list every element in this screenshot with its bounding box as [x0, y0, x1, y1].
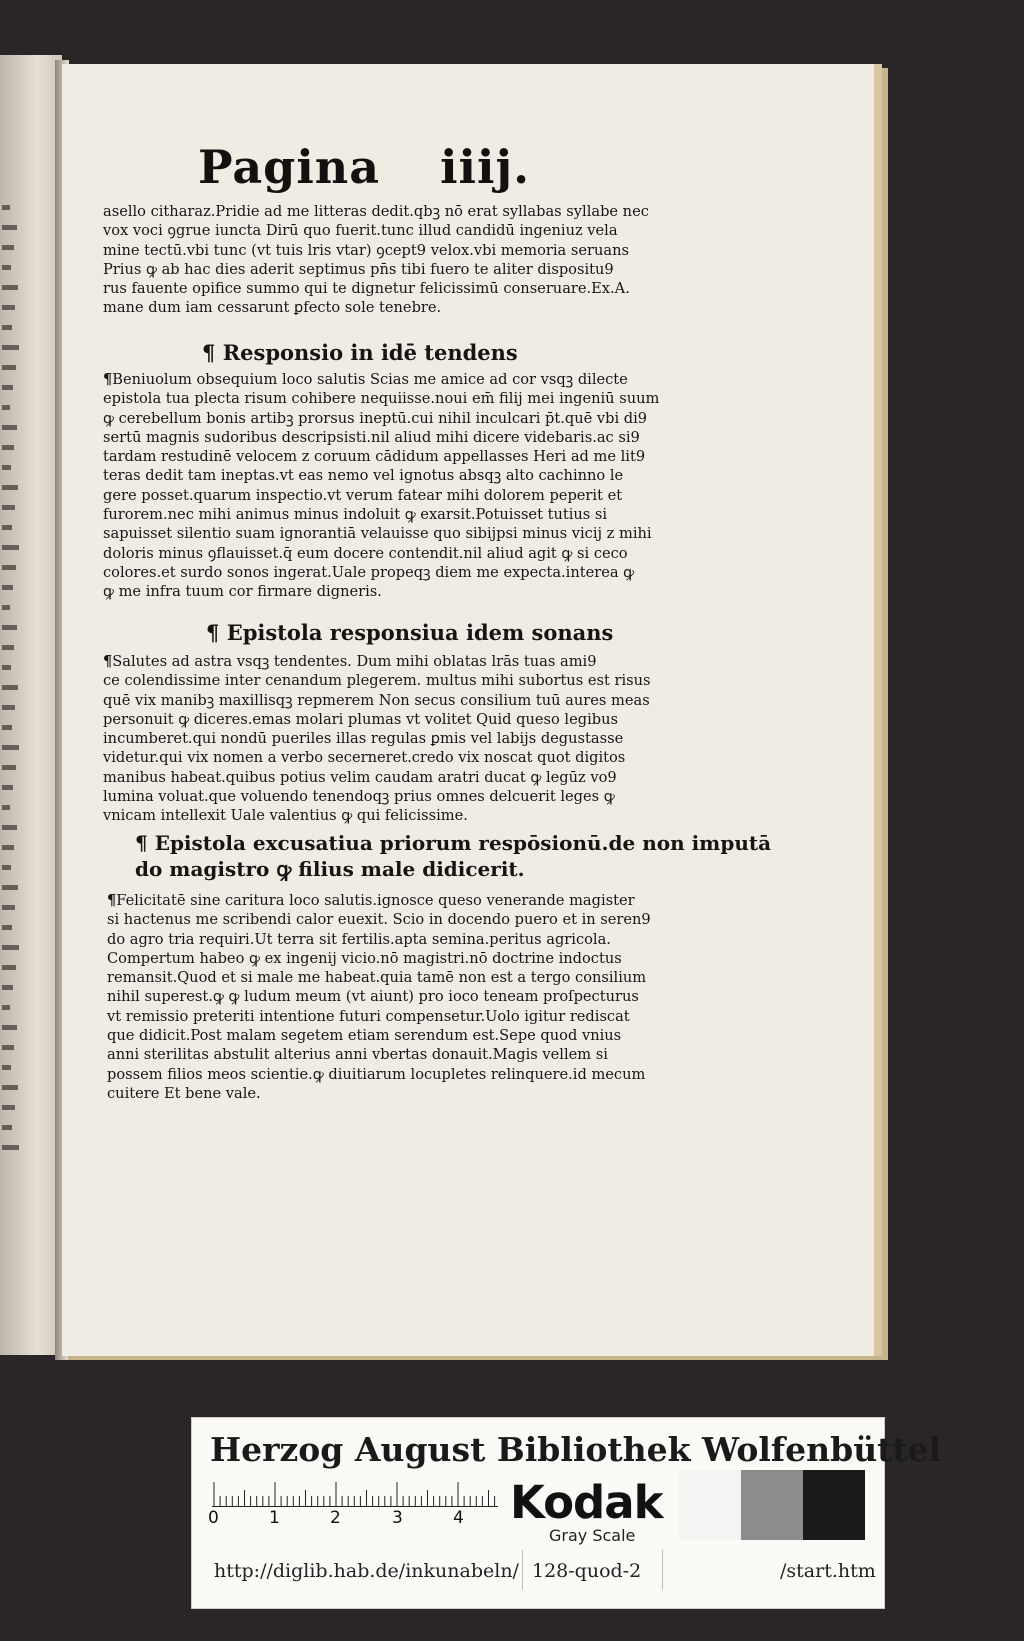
- text-line: Compertum habeo ꝙ ex ingenij vicio.nō magistri.nō doctrine indoctus: [107, 949, 622, 967]
- section-heading-responsiua: [206, 620, 613, 645]
- page-heading: Pagina: [198, 140, 381, 194]
- text-span: Beniuolum obsequium loco salutis Scias me amice ad cor vsqꝫ dilecte: [112, 371, 628, 388]
- facing-page-text-fragment: [2, 245, 14, 250]
- url-base: http://diglib.hab.de/inkunabeln/: [214, 1560, 519, 1582]
- heading-text: Epistola responsiua idem sonans: [226, 620, 614, 645]
- facing-page-text-fragment: [2, 825, 17, 830]
- facing-page-text-fragment: [2, 805, 10, 810]
- text-line: vox voci ꝯgrue iuncta Dirū quo fuerit.tunc illud candidū ingeniuz vela: [103, 222, 618, 240]
- responsiua-body: [103, 652, 651, 826]
- facing-page-text-fragment: [2, 625, 17, 630]
- ruler-number: 0: [208, 1508, 219, 1528]
- gray-patch-mid: [741, 1470, 803, 1540]
- pilcrow-icon: ¶: [103, 653, 113, 670]
- text-line: cuitere Et bene vale.: [107, 1084, 261, 1102]
- facing-page-text-fragment: [2, 925, 12, 930]
- facing-page-text-fragment: [2, 585, 13, 590]
- facing-page-text-fragment: [2, 565, 16, 570]
- facing-page-text-fragment: [2, 345, 19, 350]
- section-heading-responsio: [202, 340, 518, 365]
- text-line: sertū magnis sudoribus descripsisti.nil aliud mihi dicere videbaris.ac si9: [103, 428, 640, 446]
- text-line: ꝙ cerebellum bonis artibꝫ prorsus ineptū.cui nihil inculcari p̄t.quē vbi di9: [103, 409, 648, 427]
- text-line: mine tectū.vbi tunc (vt tuis lris vtar) ꝯcept9 velox.vbi memoria seruans: [103, 241, 629, 259]
- text-line: rus fauente opifice summo qui te dignetur felicissimū conseruare.Ex.A.: [103, 280, 630, 298]
- text-line: remansit.Quod et si male me habeat.quia tamē non est a tergo consilium: [107, 969, 647, 987]
- facing-page-text-fragment: [2, 965, 16, 970]
- facing-page-text-fragment: [2, 645, 14, 650]
- text-line: epistola tua plecta risum cohibere nequiisse.noui em̄ filij mei ingeniū suum: [103, 390, 660, 408]
- text-line: sapuisset silentio suam ignorantiā velauisse quo sibijpsi minus vicij z mihi: [103, 525, 652, 543]
- facing-page-text-fragment: [2, 725, 12, 730]
- facing-page-text-fragment: [2, 665, 11, 670]
- facing-page-text-fragment: [2, 945, 19, 950]
- facing-page-text-fragment: [2, 985, 13, 990]
- facing-page-text-fragment: [2, 545, 19, 550]
- text-span: Salutes ad astra vsqꝫ tendentes. Dum mihi oblatas lrās tuas ami9: [112, 653, 597, 670]
- text-line: personuit ꝙ diceres.emas molari plumas vt volitet Quid queso legibus: [103, 710, 618, 728]
- facing-page-text-fragment: [2, 425, 17, 430]
- facing-page-text-fragment: [2, 365, 16, 370]
- text-span: Felicitatē sine caritura loco salutis.ignosce queso venerande magister: [116, 892, 635, 909]
- text-line: possem filios meos scientie.ꝙ diuitiarum locupletes relinquere.id mecum: [107, 1065, 646, 1083]
- text-line: [107, 891, 651, 910]
- gray-scale-label: Gray Scale: [549, 1526, 636, 1545]
- facing-page-text-fragment: [2, 225, 17, 230]
- url-shelfmark: 128-quod-2: [532, 1560, 642, 1582]
- pilcrow-icon: ¶: [202, 340, 216, 365]
- heading-text: Epistola excusatiua priorum respōsionū.de non imputā: [154, 831, 772, 855]
- facing-page-text-fragment: [2, 325, 12, 330]
- text-line: incumberet.qui nondū pueriles illas regulas ꝑmis vel labijs degustasse: [103, 730, 624, 748]
- gray-patch-white: [679, 1470, 741, 1540]
- text-line: furorem.nec mihi animus minus indoluit ꝙ exarsit.Potuisset tutius si: [103, 506, 608, 524]
- text-line: lumina voluat.que voluendo tenendoqꝫ prius omnes delcuerit leges ꝙ: [103, 788, 615, 806]
- text-line: ꝙ me infra tuum cor firmare digneris.: [103, 583, 382, 601]
- facing-page-text-fragment: [2, 765, 16, 770]
- facing-page-text-fragment: [2, 385, 13, 390]
- divider: [662, 1550, 663, 1590]
- excusatiua-body: [107, 891, 651, 1103]
- ruler-number: 2: [330, 1508, 341, 1528]
- facing-page-text-fragment: [2, 1065, 11, 1070]
- facing-page-text-fragment: [2, 1085, 18, 1090]
- heading-text: do magistro ꝙ filius male didicerit.: [135, 857, 525, 881]
- text-line: colores.et surdo sonos ingerat.Uale propeqꝫ diem me expecta.interea ꝙ: [103, 563, 635, 581]
- facing-page-text-fragment: [2, 205, 10, 210]
- heading-text: Responsio in idē tendens: [222, 340, 518, 365]
- pilcrow-icon: ¶: [107, 892, 117, 909]
- facing-page-text-fragment: [2, 785, 13, 790]
- text-line: videtur.qui vix nomen a verbo secerneret.credo vix noscat quot digitos: [103, 749, 626, 767]
- facing-page-text-fragment: [2, 465, 11, 470]
- facing-page-text-fragment: [2, 285, 18, 290]
- facing-page-text-fragment: [2, 485, 18, 490]
- facing-page-text-fragment: [2, 745, 19, 750]
- facing-page-text-fragment: [2, 1105, 15, 1110]
- section-heading-excusatiua: [135, 830, 771, 882]
- text-line: vnicam intellexit Uale valentius ꝙ qui felicissime.: [103, 807, 468, 825]
- facing-page-text-fragment: [2, 845, 14, 850]
- ruler-ticks: [212, 1482, 498, 1507]
- facing-page-text-fragment: [2, 405, 10, 410]
- text-line: asello citharaz.Pridie ad me litteras dedit.qbꝫ nō erat syllabas syllabe nec: [103, 203, 649, 220]
- text-line: [103, 370, 659, 389]
- text-line: doloris minus ꝯflauisset.q̄ eum docere contendit.nil aliud agit ꝙ si ceco: [103, 544, 628, 562]
- text-line: [103, 652, 651, 671]
- facing-page-text-fragment: [2, 445, 14, 450]
- ruler-number: 4: [453, 1508, 464, 1528]
- text-line: vt remissio preteriti intentione futuri compensetur.Uolo igitur rediscat: [107, 1007, 630, 1025]
- facing-page-text-fragment: [2, 525, 12, 530]
- facing-page-text-fragment: [2, 1125, 12, 1130]
- text-line: do agro tria requiri.Ut terra sit fertilis.apta semina.peritus agricola.: [107, 930, 611, 948]
- text-line: nihil superest.ꝙ ꝙ ludum meum (vt aiunt) pro ioco teneam proſpecturus: [107, 988, 639, 1006]
- url-start: /start.htm: [780, 1560, 876, 1582]
- kodak-logo: Kodak: [510, 1476, 663, 1529]
- pilcrow-icon: ¶: [135, 831, 148, 855]
- running-head: [198, 140, 531, 194]
- facing-page-text-fragment: [2, 305, 15, 310]
- facing-page-text-fragment: [2, 265, 11, 270]
- letter-continuation: [103, 202, 649, 318]
- facing-page-text-fragment: [2, 905, 15, 910]
- facing-page-text-fragment: [2, 605, 10, 610]
- ruler-number: 3: [392, 1508, 403, 1528]
- text-line: que didicit.Post malam segetem etiam serendum est.Sepe quod vnius: [107, 1027, 622, 1045]
- facing-page-text-fragment: [2, 685, 18, 690]
- text-line: anni sterilitas abstulit alterius anni vbertas donauit.Magis vellem si: [107, 1046, 608, 1064]
- text-line: tardam restudinē velocem z coruum cādidum appellasses Heri ad me lit9: [103, 448, 646, 466]
- responsio-body: [103, 370, 659, 602]
- library-name: Herzog August Bibliothek Wolfenbüttel: [210, 1430, 942, 1469]
- text-line: mane dum iam cessarunt ꝑfecto sole tenebre.: [103, 299, 442, 317]
- text-line: teras dedit tam ineptas.vt eas nemo vel ignotus absqꝫ alto cachinno le: [103, 467, 624, 485]
- facing-page-text-fragment: [2, 1145, 19, 1150]
- text-line: manibus habeat.quibus potius velim caudam aratri ducat ꝙ legūz vo9: [103, 768, 617, 786]
- library-target-card: [191, 1417, 942, 1609]
- facing-page-text-fragment: [2, 885, 18, 890]
- text-line: si hactenus me scribendi calor euexit. Scio in docendo puero et in seren9: [107, 911, 651, 929]
- scale-ruler: [208, 1482, 498, 1530]
- facing-page-text-fragment: [2, 505, 15, 510]
- text-line: Prius ꝙ ab hac dies aderit septimus pn̄s tibi fuero te aliter dispositu9: [103, 260, 614, 278]
- facing-page-text-fragment: [2, 705, 15, 710]
- folio-number: iiij.: [440, 140, 531, 194]
- text-line: gere posset.quarum inspectio.vt verum fatear mihi dolorem peperit et: [103, 486, 623, 504]
- text-line: quē vix manibꝫ maxillisqꝫ repmerem Non secus consilium tuū aures meas: [103, 691, 650, 709]
- facing-page-text-fragment: [2, 1025, 17, 1030]
- left-facing-page: [0, 55, 62, 1355]
- pilcrow-icon: ¶: [206, 620, 220, 645]
- ruler-number: 1: [269, 1508, 280, 1528]
- text-line: ce colendissime inter cenandum plegerem. multus mihi subortus est risus: [103, 672, 651, 690]
- divider: [522, 1550, 523, 1590]
- facing-page-text-fragment: [2, 1045, 14, 1050]
- gray-patch-black: [803, 1470, 865, 1540]
- facing-page-text-fragment: [2, 1005, 10, 1010]
- pilcrow-icon: ¶: [103, 371, 113, 388]
- facing-page-text-fragment: [2, 865, 11, 870]
